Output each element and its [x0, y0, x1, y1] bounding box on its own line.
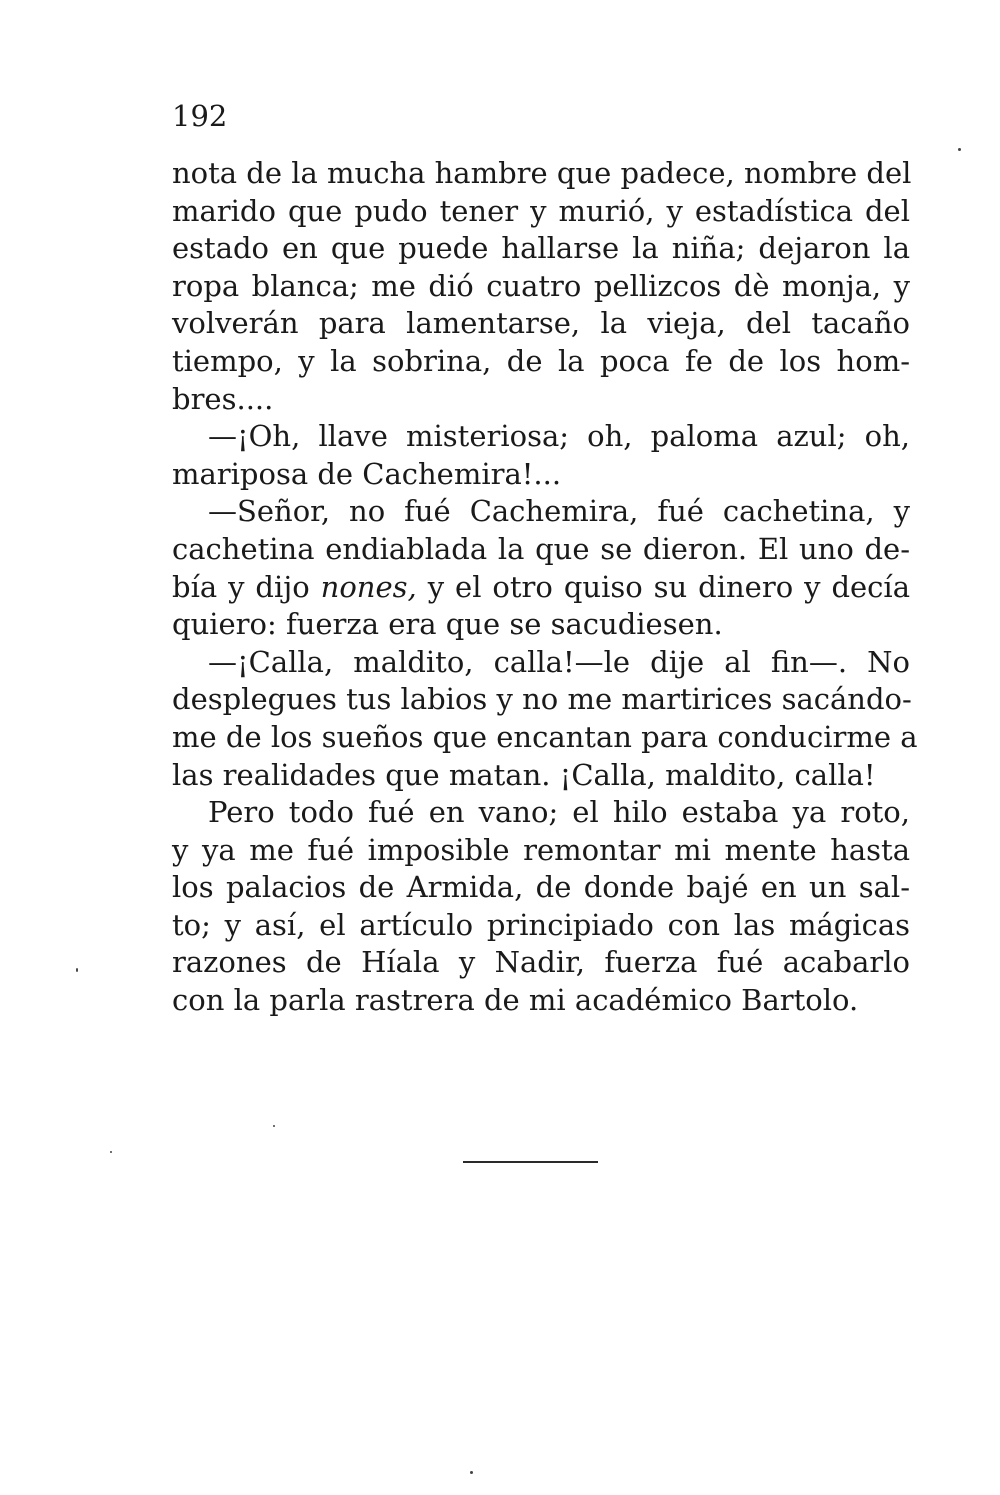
- text-fragment: bía y dijo: [172, 569, 321, 604]
- text-line: bres....: [172, 381, 274, 416]
- scan-speck: [110, 1151, 112, 1153]
- section-divider: [463, 1161, 598, 1163]
- text-line-with-italic: [172, 569, 910, 607]
- text-line: —¡Calla, maldito, calla!—le dije al fin—. No: [208, 644, 910, 679]
- text-line: —¡Oh, llave misteriosa; oh, paloma azul; oh,: [208, 419, 910, 454]
- text-line: tiempo, y la sobrina, de la poca fe de los hom-: [172, 343, 910, 378]
- scan-speck: [470, 1471, 473, 1474]
- text-line: quiero: fuerza era que se sacudiesen.: [172, 607, 723, 642]
- body-text: [172, 155, 918, 1020]
- text-line: —Señor, no fué Cachemira, fué cachetina, y: [208, 494, 910, 529]
- text-line: y ya me fué imposible remontar mi mente hasta: [172, 832, 910, 867]
- text-line: desplegues tus labios y no me martirices sacándo-: [172, 682, 912, 717]
- text-line: razones de Híala y Nadir, fuerza fué acabarlo: [172, 945, 910, 980]
- text-line: cachetina endiablada la que se dieron. El uno de-: [172, 531, 910, 566]
- text-line: mariposa de Cachemira!...: [172, 456, 562, 491]
- text-line: las realidades que matan. ¡Calla, maldito, calla!: [172, 757, 876, 792]
- scan-speck: [76, 968, 78, 972]
- text-line: estado en que puede hallarse la niña; dejaron la: [172, 231, 910, 266]
- scan-speck: [273, 1125, 275, 1127]
- text-line: ropa blanca; me dió cuatro pellizcos dè monja, y: [172, 268, 910, 303]
- text-line: to; y así, el artículo principiado con las mágicas: [172, 907, 910, 942]
- text-line: marido que pudo tener y murió, y estadística del: [172, 193, 910, 228]
- text-line: me de los sueños que encantan para conducirme a: [172, 719, 918, 754]
- page-number: 192: [172, 99, 228, 133]
- text-line: nota de la mucha hambre que padece, nombre del: [172, 156, 912, 190]
- text-line: con la parla rastrera de mi académico Bartolo.: [172, 983, 859, 1018]
- scan-speck: [958, 148, 961, 151]
- text-line: los palacios de Armida, de donde bajé en un sal-: [172, 870, 910, 905]
- text-fragment: y el otro quiso su dinero y decía: [416, 569, 910, 604]
- italic-word: nones,: [320, 569, 417, 604]
- text-line: volverán para lamentarse, la vieja, del tacaño: [172, 306, 910, 341]
- text-line: Pero todo fué en vano; el hilo estaba ya roto,: [208, 795, 910, 830]
